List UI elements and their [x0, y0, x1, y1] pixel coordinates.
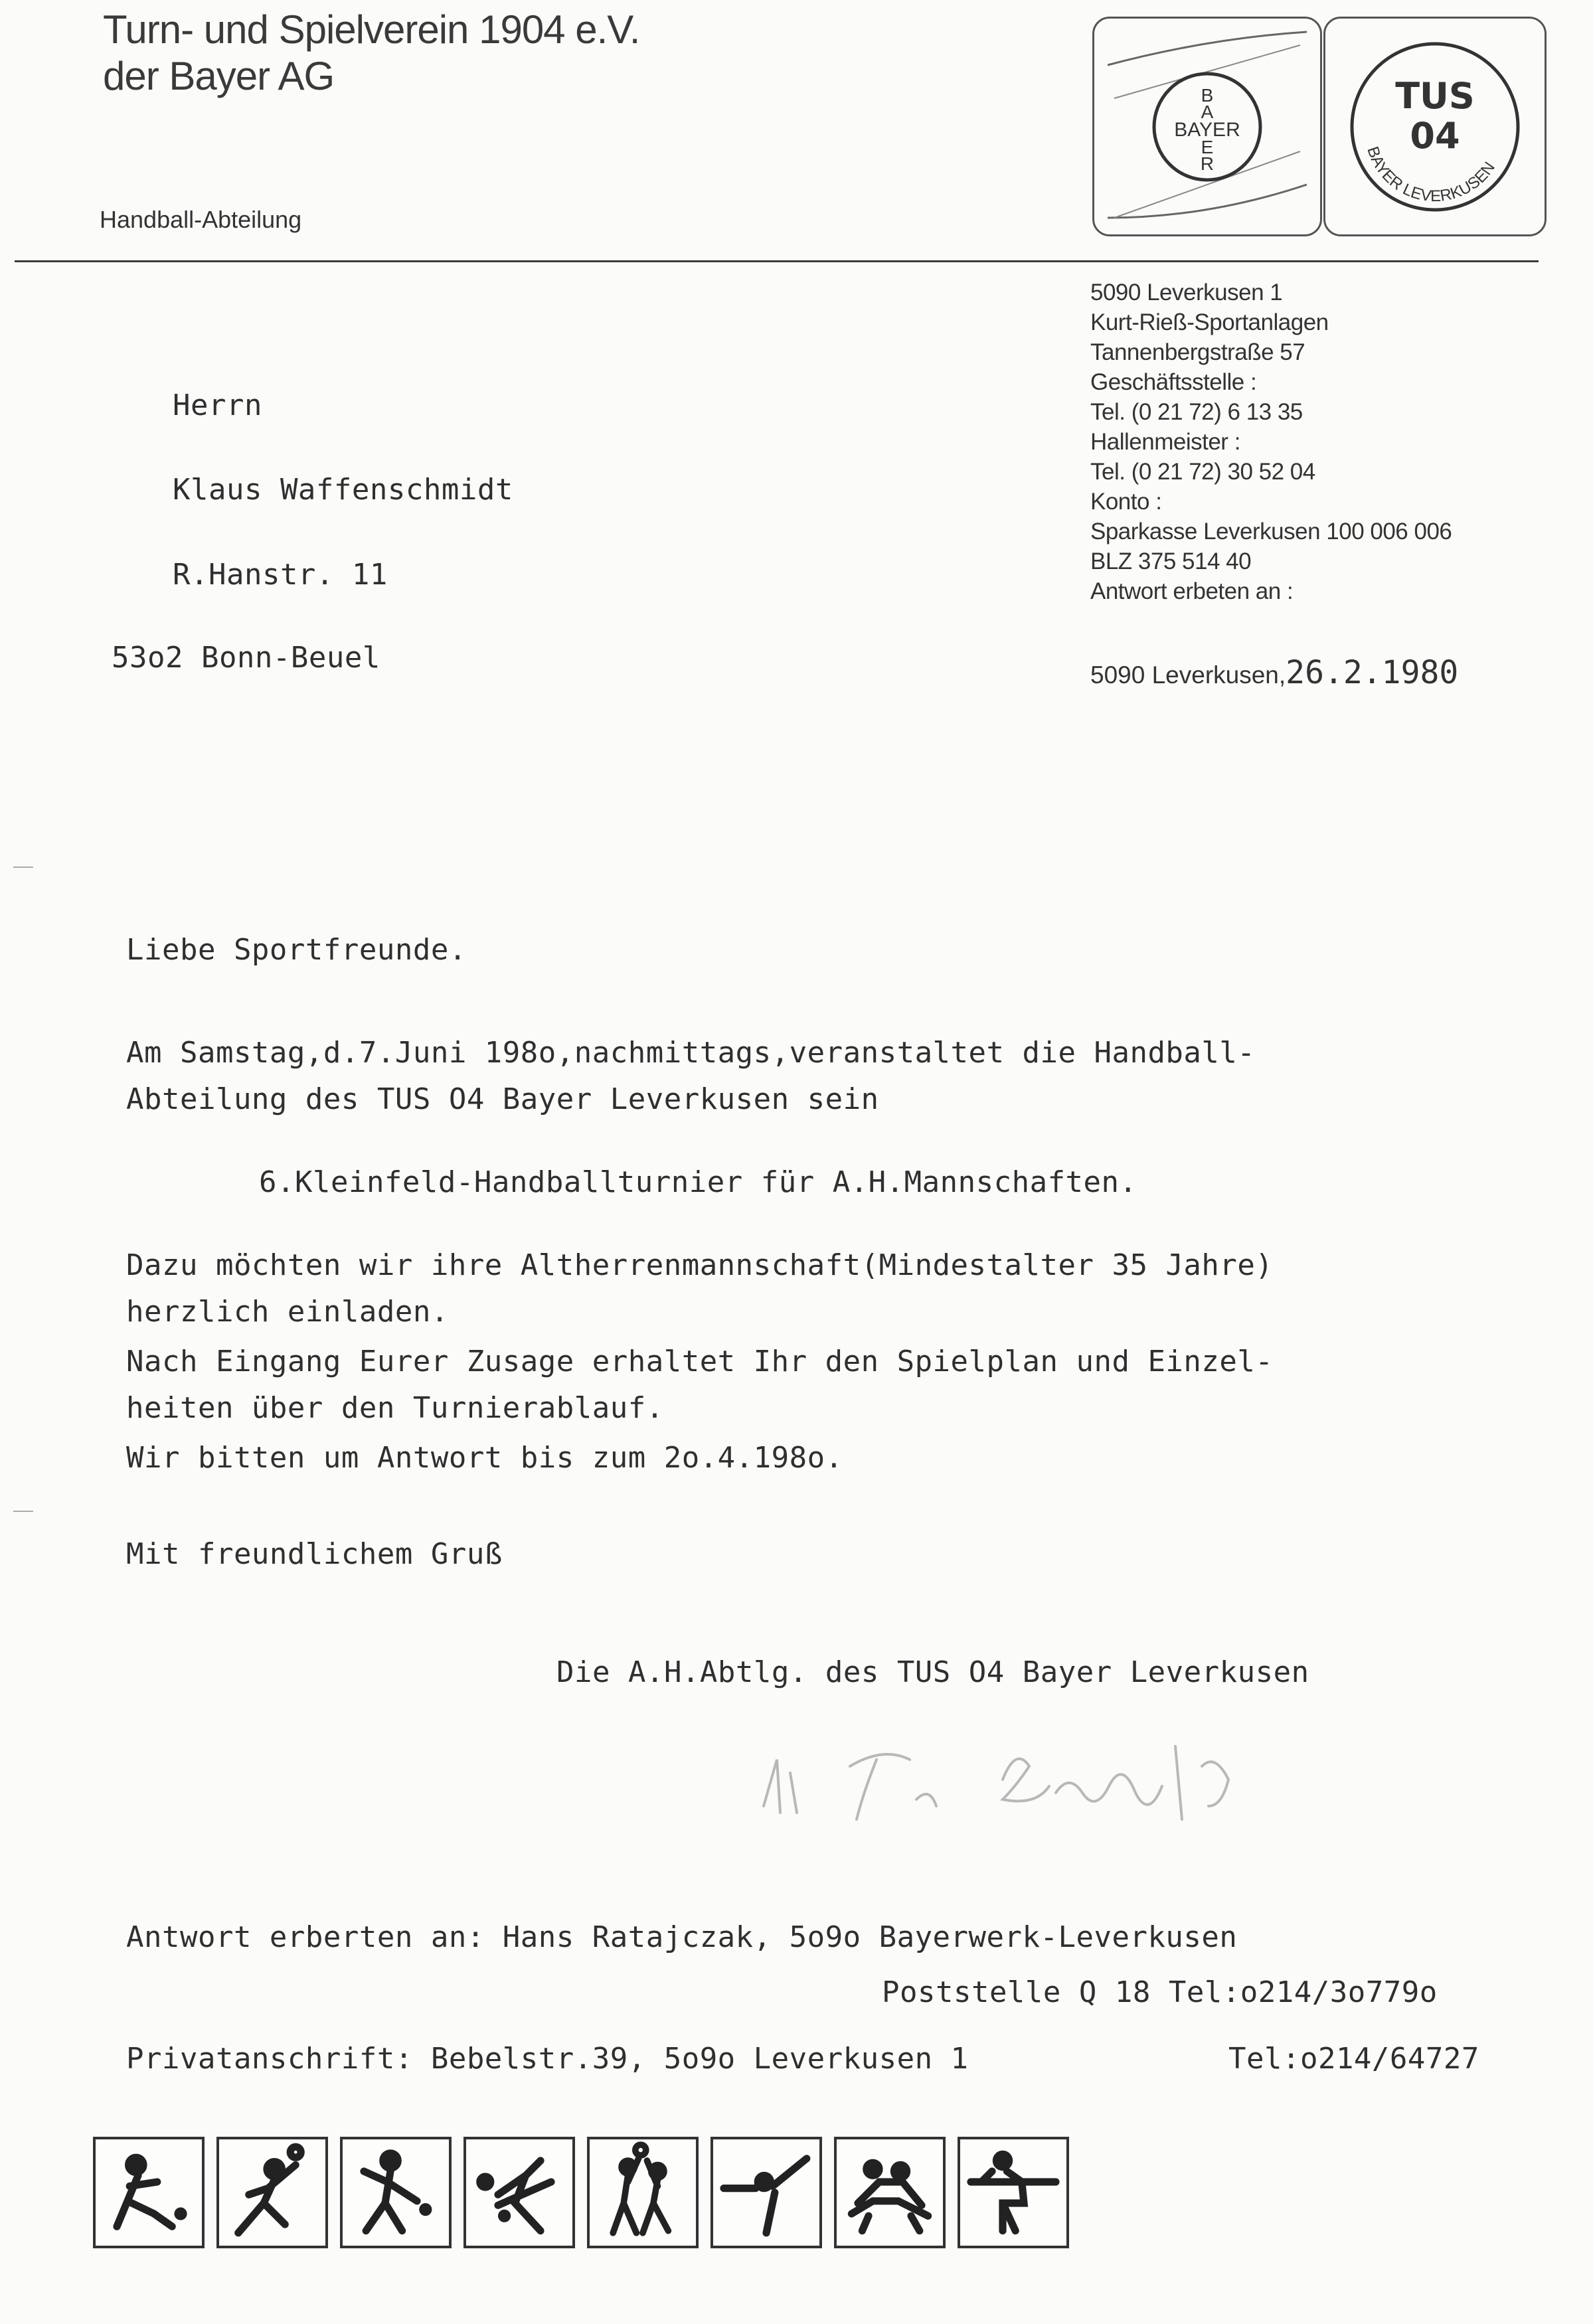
sports-pictogram-row [93, 2137, 1062, 2248]
svg-text:A: A [1201, 102, 1214, 122]
club-info-line: Konto : [1090, 489, 1162, 515]
reply-address: Antwort erberten an: Hans Ratajczak, 5o9o Bayerwerk-Leverkusen [126, 1920, 1238, 1954]
event-title: 6.Kleinfeld-Handballturnier für A.H.Mannschaften. [259, 1165, 1137, 1199]
club-info-line: Antwort erbeten an : [1090, 578, 1294, 604]
bayer-logo [1092, 17, 1322, 236]
body-line: Dazu möchten wir ihre Altherrenmannschaft(Mindestalter 35 Jahre) [126, 1248, 1274, 1282]
reply-post-office: Poststelle Q 18 Tel:o214/3o779o [882, 1975, 1438, 2009]
date-value: 26.2.1980 [1286, 654, 1459, 691]
svg-text:B: B [1201, 85, 1214, 106]
recipient-salutation: Herrn [173, 388, 262, 422]
svg-text:E: E [1201, 137, 1214, 157]
club-info-line: Geschäftsstelle : [1090, 369, 1257, 395]
recipient-city: 53o2 Bonn-Beuel [112, 641, 380, 675]
organization-name [103, 7, 639, 100]
closing-line: Die A.H.Abtlg. des TUS O4 Bayer Leverkusen [556, 1655, 1309, 1689]
recipient-street: R.Hanstr. 11 [173, 558, 388, 592]
bayer-logo-text: BAYER [1174, 119, 1240, 141]
body-line: Wir bitten um Antwort bis zum 2o.4.198o. [126, 1441, 843, 1475]
club-info-line: Sparkasse Leverkusen 100 006 006 [1090, 519, 1452, 544]
department-label: Handball-Abteilung [100, 206, 302, 233]
body-line: heiten über den Turnierablauf. [126, 1391, 664, 1425]
recipient-name: Klaus Waffenschmidt [173, 473, 513, 507]
punch-mark [13, 1511, 33, 1512]
organization-name-line1: Turn- und Spielverein 1904 e.V. [103, 7, 640, 52]
football-pictogram-icon [93, 2137, 205, 2248]
club-info [1090, 278, 1452, 606]
letterhead-rule [15, 260, 1539, 262]
club-info-line: Tel. (0 21 72) 6 13 35 [1090, 399, 1303, 425]
tus-logo-ring: BAYER LEVERKUSEN [1363, 144, 1499, 206]
private-address: Privatanschrift: Bebelstr.39, 5o9o Leverkusen 1 [126, 2042, 969, 2076]
body-line: herzlich einladen. [126, 1295, 449, 1329]
wrestling-pictogram-icon [834, 2137, 946, 2248]
table-tennis-pictogram-icon [463, 2137, 575, 2248]
tus-logo [1323, 17, 1547, 236]
svg-text:R: R [1200, 153, 1215, 174]
club-info-line: Tel. (0 21 72) 30 52 04 [1090, 459, 1315, 485]
body-line: Abteilung des TUS O4 Bayer Leverkusen sein [126, 1082, 879, 1116]
club-info-line: Tannenbergstraße 57 [1090, 339, 1305, 365]
body-line: Am Samstag,d.7.Juni 198o,nachmittags,veranstaltet die Handball- [126, 1036, 1256, 1070]
tus-logo-title: TUS [1395, 75, 1475, 117]
signature [750, 1720, 1268, 1833]
club-info-line: Kurt-Rieß-Sportanlagen [1090, 309, 1329, 335]
gymnastics-pictogram-icon [711, 2137, 822, 2248]
handball-pictogram-icon [216, 2137, 328, 2248]
body-line: Nach Eingang Eurer Zusage erhaltet Ihr den Spielplan und Einzel- [126, 1345, 1274, 1378]
club-info-line: 5090 Leverkusen 1 [1090, 280, 1283, 305]
tus-logo-number: 04 [1410, 115, 1460, 157]
salutation: Liebe Sportfreunde. [126, 933, 467, 967]
greeting: Mit freundlichem Gruß [126, 1537, 503, 1571]
basketball-pictogram-icon [340, 2137, 452, 2248]
letter-date [1090, 654, 1458, 691]
swimming-pictogram-icon [958, 2137, 1069, 2248]
volleyball-pictogram-icon [587, 2137, 699, 2248]
club-info-line: Hallenmeister : [1090, 429, 1240, 455]
organization-name-line2: der Bayer AG [103, 54, 335, 98]
punch-mark [13, 867, 33, 868]
club-info-line: BLZ 375 514 40 [1090, 548, 1252, 574]
private-phone: Tel:o214/64727 [1228, 2042, 1479, 2076]
date-place: 5090 Leverkusen, [1090, 661, 1286, 689]
